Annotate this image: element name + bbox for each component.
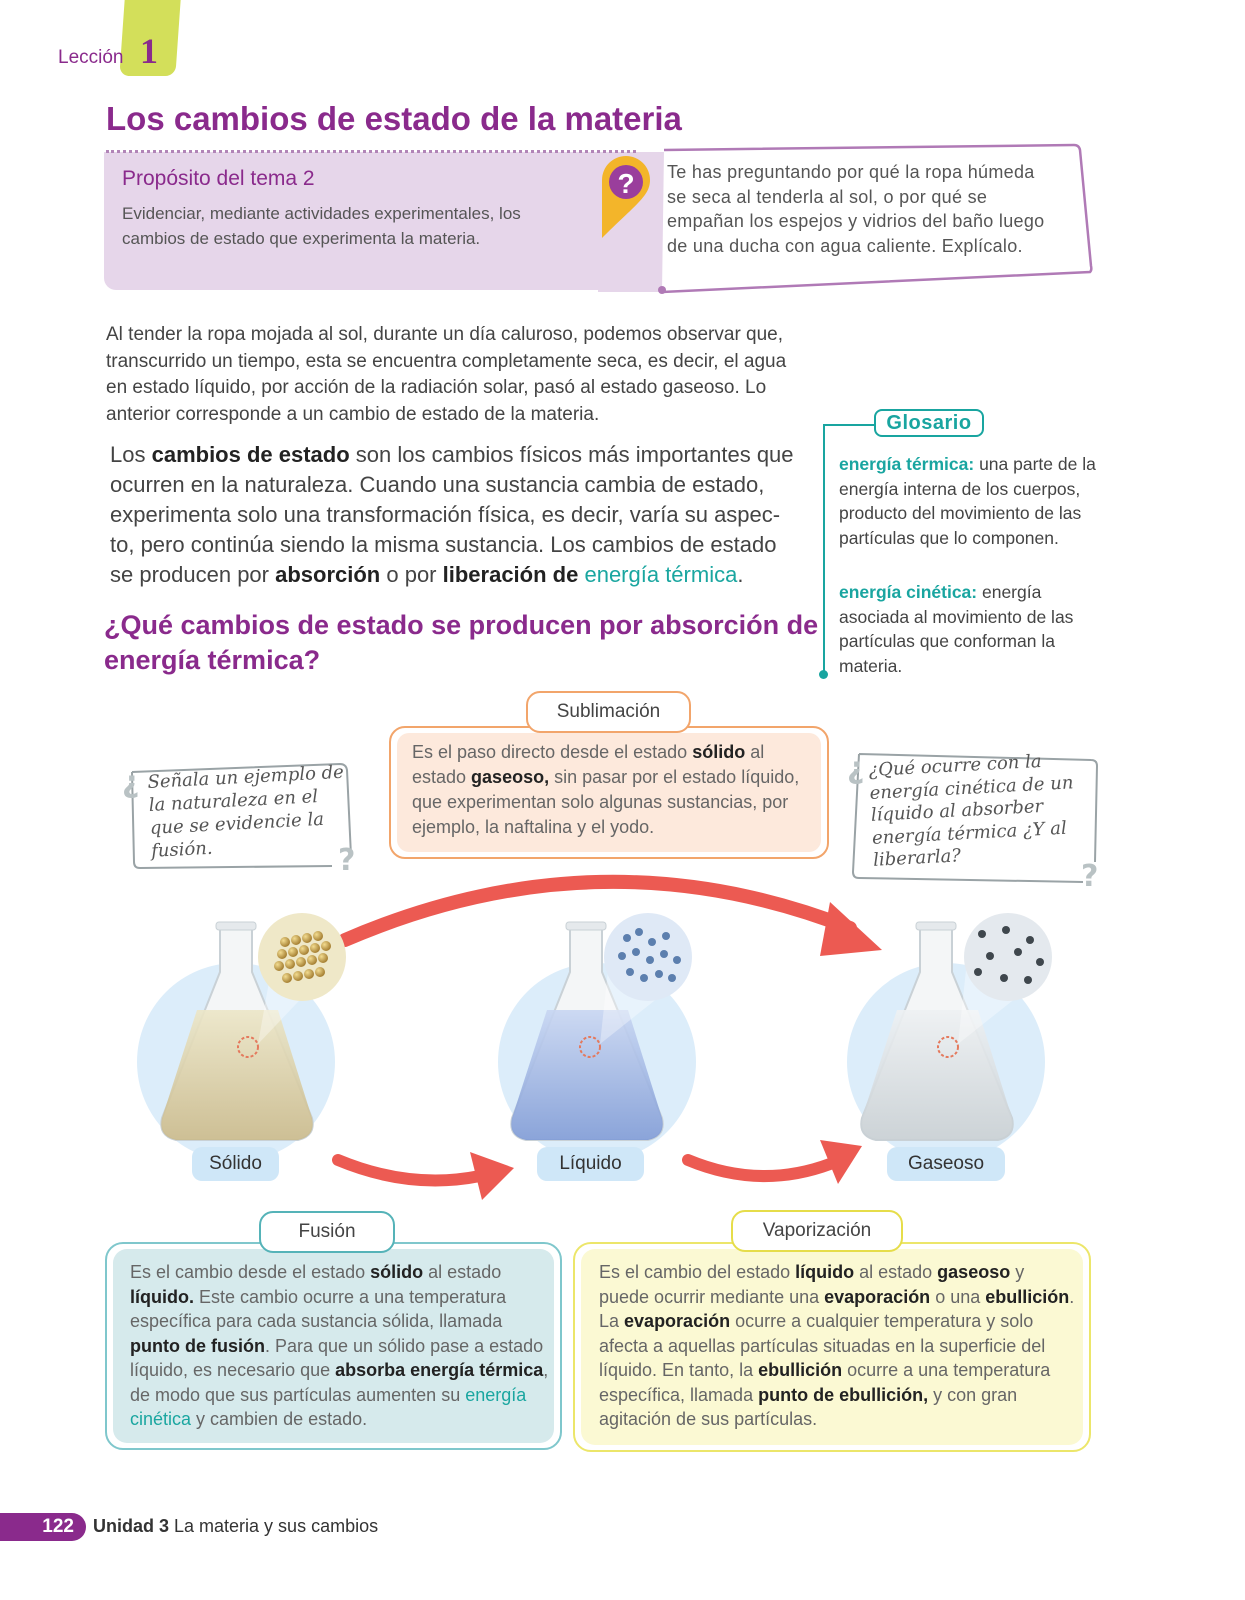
lesson-word: Lección — [58, 47, 124, 68]
term-energia-termica: energía térmica — [584, 562, 738, 587]
vaporization-text: Es el cambio del estado líquido al estado gaseoso y puede ocurrir mediante una evaporación o una ebullición. La evaporación ocurre a cualquier temperatura y solo afecta a aquellas partículas situadas en la superficie del líquido. En tanto, la ebullición ocurre a una temperatura específica, llamada punto de ebullición, y con gran agitación de sus partículas. — [599, 1262, 1075, 1429]
page-title: Los cambios de estado de la materia — [106, 100, 682, 137]
vaporization-arrow — [688, 1140, 862, 1184]
question-left-text: Señala un ejemplo de la naturaleza en el que se evidencie la fusión. — [147, 761, 345, 862]
question-right-text: ¿Qué ocurre con la energía cinética de un líquido al absorber energía térmica ¿Y al liberarla? — [868, 750, 1074, 871]
footer-unit: Unidad 3 La materia y sus cambios — [93, 1516, 379, 1536]
section-heading: ¿Qué cambios de estado se producen por absorción de energía térmica? — [104, 610, 819, 675]
fusion-label: Fusión — [259, 1211, 395, 1253]
state-label-gas: Gaseoso — [887, 1147, 1005, 1181]
sublimation-text: Es el paso directo desde el estado sólido al estado gaseoso, sin pasar por el estado líquido, que experimentan solo algunas sustancias, por ejemplo, la naftalina y el yodo. — [412, 742, 800, 837]
purpose-title: Propósito del tema 2 — [122, 167, 315, 190]
title-divider — [106, 150, 636, 153]
vaporization-label: Vaporización — [731, 1210, 903, 1252]
state-label-solid: Sólido — [192, 1147, 279, 1181]
question-left-open: ¿ — [122, 765, 140, 800]
fusion-arrow — [338, 1152, 514, 1200]
question-left-close: ? — [338, 843, 356, 878]
flask-solid — [137, 913, 346, 1161]
glossary-badge: Glosario — [874, 409, 984, 437]
purpose-text: Evidenciar, mediante actividades experimentales, los cambios de estado que experimenta la materia. — [122, 204, 521, 248]
glossary-line — [823, 424, 877, 426]
sublimation-label: Sublimación — [526, 691, 691, 733]
main-paragraph: Los cambios de estado son los cambios físicos más importantes que ocurren en la naturaleza. Cuando una sustancia cambia de estado, experimenta solo una transformación física, es decir, varía su aspec-to, pero continúa siendo la misma sustancia. Los cambios de estado se producen por absorción o por liberación de energía térmica. — [110, 442, 794, 587]
page-number: 122 — [0, 1513, 86, 1541]
question-right-open: ¿ — [847, 751, 865, 786]
question-right-close: ? — [1081, 859, 1099, 886]
state-label-liquid: Líquido — [537, 1147, 644, 1181]
intro-paragraph: Al tender la ropa mojada al sol, durante un día caluroso, podemos observar que, transcurrido un tiempo, esta se encuentra completamente seca, es decir, el agua en estado líquido, por acción de la radiación solar, pasó al estado gaseoso. Lo anterior corresponde a un cambio de estado de la materia. — [106, 324, 787, 425]
lesson-tab — [0, 0, 190, 78]
glossary-line-vertical — [823, 424, 825, 674]
question-text: Te has preguntando por qué la ropa húmeda se seca al tenderla al sol, o por qué se empañan los espejos y vidrios del baño luego de una ducha con agua caliente. Explícalo. — [667, 162, 1045, 256]
glossary-entry: energía térmica: una parte de la energía interna de los cuerpos, producto del movimiento de las partículas que lo componen. — [839, 454, 1096, 548]
flask-liquid — [498, 913, 696, 1161]
fusion-text: Es el cambio desde el estado sólido al estado líquido. Este cambio ocurre a una temperatura específica para cada sustancia sólida, llamada punto de fusión. Para que un sólido pase a estado líquido, es necesario que absorba energía térmica, de modo que sus partículas aumenten su energía cinética y cambien de estado. — [130, 1262, 549, 1429]
lesson-number: 1 — [140, 31, 158, 71]
svg-text:?: ? — [617, 168, 635, 199]
glossary-entry: energía cinética: energía asociada al movimiento de las partículas que conforman la materia. — [839, 582, 1074, 676]
glossary-dot — [819, 670, 828, 679]
